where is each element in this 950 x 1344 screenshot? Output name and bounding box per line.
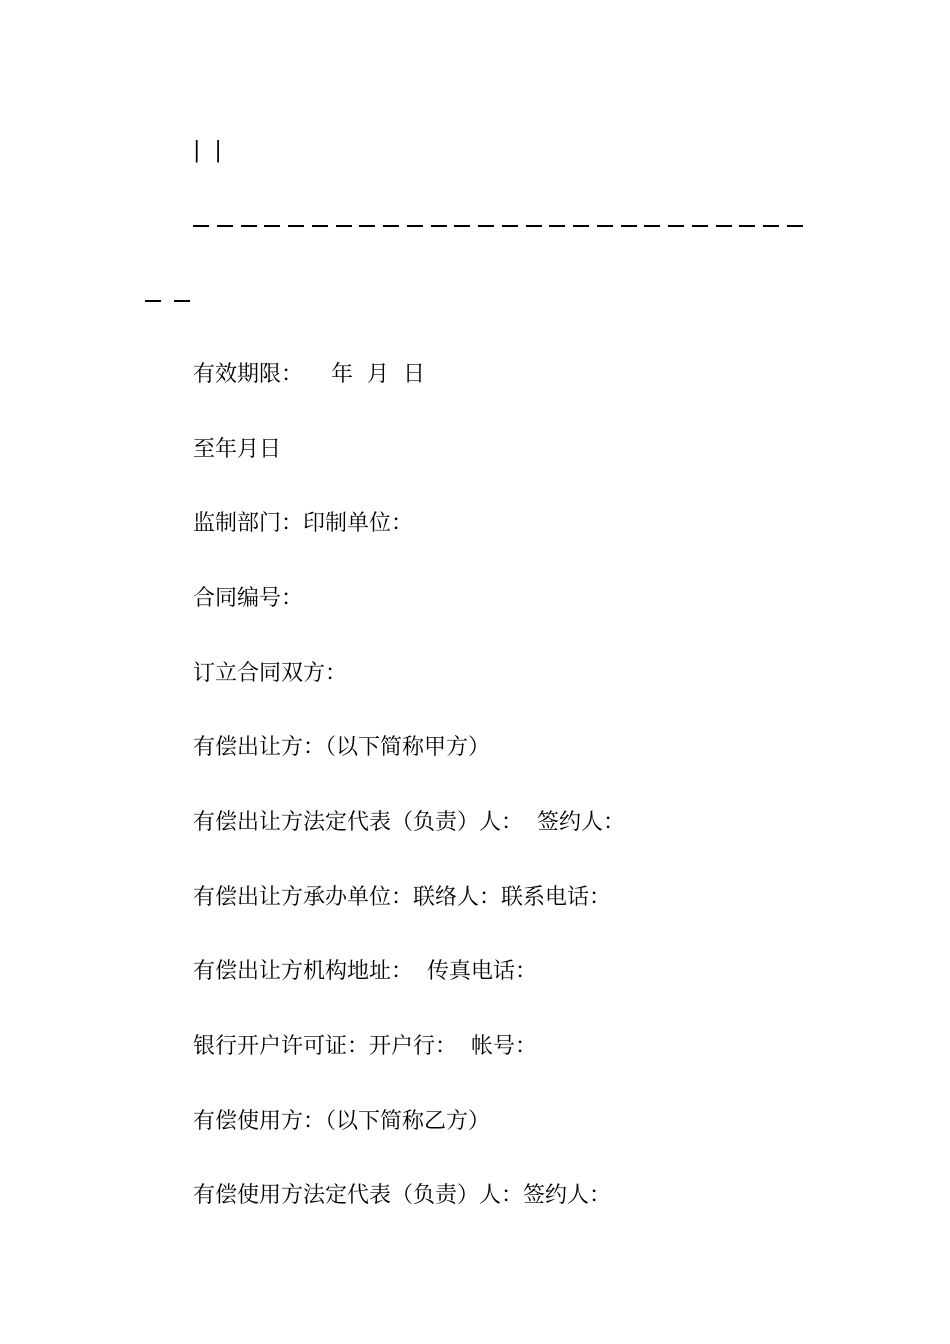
contract-number-line: 合同编号： [193,586,304,611]
dash-segment [174,300,190,302]
dash-segment [431,225,447,227]
dash-segment [549,225,565,227]
party-b-line: 有偿使用方：（以下简称乙方） [193,1109,491,1134]
party-a-address-line: 有偿出让方机构地址： 传真电话： [193,959,537,984]
party-a-representative-line: 有偿出让方法定代表（负责）人： 签约人： [193,810,625,835]
dash-segment [193,225,209,227]
dash-segment [526,225,542,227]
dash-segment [217,225,233,227]
dash-segment [597,225,613,227]
party-b-representative-line: 有偿使用方法定代表（负责）人：签约人： [193,1183,612,1208]
dash-segment [288,225,304,227]
dash-segment [621,225,637,227]
dash-segment [359,225,375,227]
party-a-contact-line: 有偿出让方承办单位：联络人：联系电话： [193,885,612,910]
validity-period-line: 有效期限： 年 月 日 [193,362,425,387]
dash-segment [644,225,660,227]
dash-segment [573,225,589,227]
dash-segment [454,225,470,227]
dash-separator-line [193,211,803,241]
dash-segment [383,225,399,227]
party-a-line: 有偿出让方：（以下简称甲方） [193,735,491,760]
dash-segment [312,225,328,227]
dash-segment [716,225,732,227]
dash-segment [739,225,755,227]
validity-end-line: 至年月日 [193,437,282,462]
dash-segment [336,225,352,227]
bank-account-line: 银行开户许可证：开户行： 帐号： [193,1034,537,1059]
dash-segment [478,225,494,227]
dash-segment [692,225,708,227]
dash-segment [668,225,684,227]
dash-segment [241,225,257,227]
supervising-department-line: 监制部门：印制单位： [193,511,414,536]
vertical-bars: | | [193,138,222,163]
dash-separator-continuation [145,286,190,316]
contracting-parties-line: 订立合同双方： [193,661,348,686]
dash-segment [145,300,161,302]
dash-segment [763,225,779,227]
dash-segment [264,225,280,227]
dash-segment [502,225,518,227]
dash-segment [407,225,423,227]
dash-segment [787,225,803,227]
